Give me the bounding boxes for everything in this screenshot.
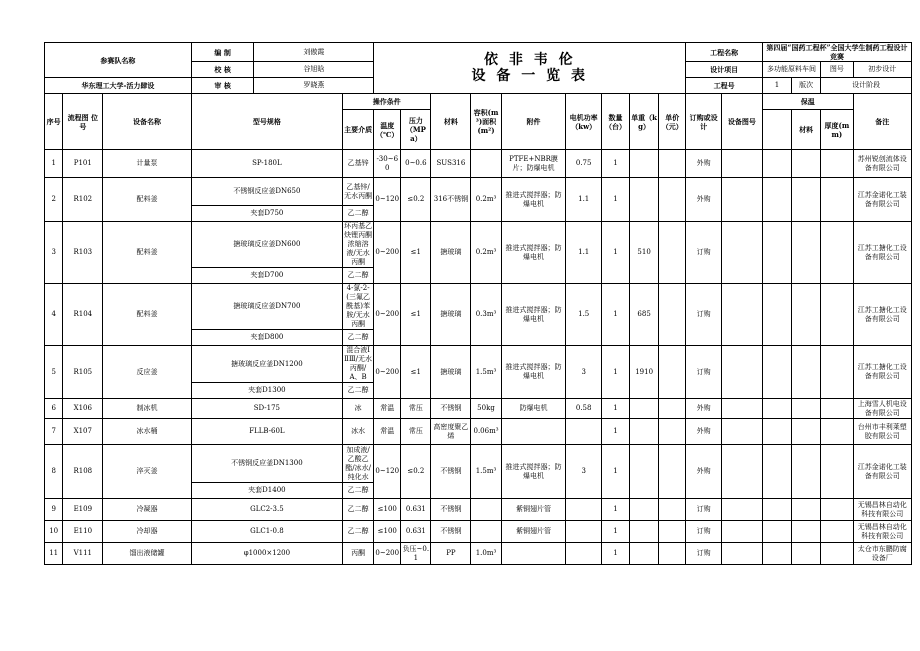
cell-material: 不锈钢 (431, 399, 471, 419)
cell-volume: 0.2m³ (471, 222, 501, 284)
cell-drawing (721, 521, 762, 543)
cell-model: 不锈钢反应釜DN1300 (191, 445, 342, 483)
cell-material: 316不锈钢 (431, 178, 471, 222)
cell-jacket-model: 夹套D700 (191, 268, 342, 284)
cell-tag: E110 (63, 521, 103, 543)
prepared-by: 刘傲霞 (254, 43, 374, 62)
cell-ins-material (792, 499, 821, 521)
cell-power (566, 419, 602, 445)
cell-temp: -30~60 (374, 150, 401, 178)
cell-ins-thickness (821, 419, 853, 445)
cell-medium: 4-氯-2-(三氟乙酰基)苯胺/无水丙酮 (342, 284, 373, 330)
cell-model: GLC1-0.8 (191, 521, 342, 543)
cell-accessory: 推进式搅拌器；防爆电机 (501, 222, 566, 284)
cell-ins-material (792, 521, 821, 543)
cell-weight (630, 521, 659, 543)
reviewed-by: 罗晓燕 (254, 78, 374, 94)
cell-remark: 江苏金诺化工装备有限公司 (853, 445, 911, 499)
cell-ins (762, 399, 791, 419)
cell-order: 订购 (686, 543, 722, 565)
table-row (45, 499, 912, 521)
cell-order: 外购 (686, 419, 722, 445)
cell-volume: 0.06m³ (471, 419, 501, 445)
team-name-label: 参赛队名称 (45, 43, 192, 78)
cell-seq: 1 (45, 150, 63, 178)
table-row (45, 445, 912, 483)
cell-price (659, 150, 686, 178)
project-no: 1 (762, 78, 791, 94)
cell-remark: 无锡昌林自动化科技有限公司 (853, 499, 911, 521)
cell-medium: 乙二醇 (342, 521, 373, 543)
cell-ins (762, 445, 791, 499)
table-row (45, 150, 912, 178)
cell-name: 配料釜 (103, 222, 192, 284)
cell-ins (762, 499, 791, 521)
cell-weight (630, 499, 659, 521)
cell-qty: 1 (601, 419, 629, 445)
cell-drawing (721, 445, 762, 499)
cell-ins-material (792, 284, 821, 346)
table-row (45, 284, 912, 330)
cell-price (659, 499, 686, 521)
cell-jacket-medium: 乙二醇 (342, 483, 373, 499)
cell-temp: 0~120 (374, 445, 401, 499)
design-item: 多功能原料车间 (762, 62, 820, 78)
cell-pressure: 负压~0.1 (401, 543, 431, 565)
cell-pressure: 0.631 (401, 521, 431, 543)
col-insulation: 保温 (762, 94, 853, 110)
cell-model: SP-180L (191, 150, 342, 178)
cell-ins-material (792, 150, 821, 178)
cell-medium: 加成液/乙酸乙酯/冰水/纯化水 (342, 445, 373, 483)
cell-seq: 6 (45, 399, 63, 419)
prepared-label: 编 制 (191, 43, 254, 62)
cell-seq: 8 (45, 445, 63, 499)
cell-qty: 1 (601, 399, 629, 419)
cell-accessory (501, 543, 566, 565)
col-material: 材料 (431, 94, 471, 150)
cell-remark: 太仓市东鹏防腐设备厂 (853, 543, 911, 565)
cell-model: 搪玻璃反应釜DN1200 (191, 346, 342, 383)
project-no-label: 工程号 (686, 78, 763, 94)
cell-drawing (721, 543, 762, 565)
cell-name: 计量泵 (103, 150, 192, 178)
cell-price (659, 521, 686, 543)
cell-ins (762, 419, 791, 445)
cell-power: 0.75 (566, 150, 602, 178)
cell-power (566, 543, 602, 565)
cell-tag: X106 (63, 399, 103, 419)
cell-drawing (721, 499, 762, 521)
cell-pressure: ≤0.2 (401, 178, 431, 222)
cell-weight (630, 419, 659, 445)
cell-temp: 0~200 (374, 222, 401, 284)
col-name: 设备名称 (103, 94, 192, 150)
cell-ins-thickness (821, 445, 853, 499)
cell-volume: 1.5m³ (471, 445, 501, 499)
cell-price (659, 419, 686, 445)
cell-pressure: 0~0.6 (401, 150, 431, 178)
table-row (45, 178, 912, 206)
cell-accessory: 紫铜翅片管 (501, 521, 566, 543)
cell-temp: ≤100 (374, 499, 401, 521)
project-name: 第四届“国药工程杯”全国大学生制药工程设计竞赛 (762, 43, 911, 62)
cell-price (659, 346, 686, 399)
cell-ins (762, 284, 791, 346)
cell-power: 1.1 (566, 222, 602, 284)
cell-accessory: 推进式搅拌器；防爆电机 (501, 346, 566, 399)
col-unit-weight: 单重（kg） (630, 94, 659, 150)
cell-ins (762, 521, 791, 543)
cell-tag: R108 (63, 445, 103, 499)
cell-tag: R104 (63, 284, 103, 346)
cell-model: 不锈钢反应釜DN650 (191, 178, 342, 206)
cell-drawing (721, 346, 762, 399)
cell-volume (471, 150, 501, 178)
cell-ins-thickness (821, 521, 853, 543)
cell-weight (630, 445, 659, 499)
cell-tag: X107 (63, 419, 103, 445)
cell-power: 0.58 (566, 399, 602, 419)
cell-jacket-medium: 乙二醇 (342, 268, 373, 284)
col-accessory: 附件 (501, 94, 566, 150)
cell-ins-material (792, 222, 821, 284)
cell-name: 冰水桶 (103, 419, 192, 445)
cell-drawing (721, 419, 762, 445)
cell-price (659, 543, 686, 565)
cell-temp: 0~200 (374, 346, 401, 399)
cell-order: 外购 (686, 445, 722, 499)
cell-ins-thickness (821, 399, 853, 419)
cell-power: 1.5 (566, 284, 602, 346)
cell-order: 订购 (686, 222, 722, 284)
cell-tag: E109 (63, 499, 103, 521)
cell-volume: 1.5m³ (471, 346, 501, 399)
col-unit-price: 单价（元） (659, 94, 686, 150)
title-line-1: 依 非 韦 伦 (483, 52, 576, 68)
col-flow-no: 流程图 位号 (63, 94, 103, 150)
cell-name: 冷却器 (103, 521, 192, 543)
col-ins-material: 材料 (792, 110, 821, 150)
cell-material: PP (431, 543, 471, 565)
cell-power (566, 521, 602, 543)
cell-pressure: ≤0.2 (401, 445, 431, 499)
cell-weight (630, 543, 659, 565)
cell-ins-material (792, 419, 821, 445)
cell-order: 订购 (686, 346, 722, 399)
cell-drawing (721, 284, 762, 346)
cell-temp: 常温 (374, 399, 401, 419)
col-qty: 数量（台） (601, 94, 629, 150)
cell-price (659, 178, 686, 222)
cell-accessory: 推进式搅拌器；防爆电机 (501, 284, 566, 346)
cell-ins-thickness (821, 346, 853, 399)
cell-pressure: ≤1 (401, 346, 431, 399)
cell-temp: ≤100 (374, 521, 401, 543)
cell-material: SUS316 (431, 150, 471, 178)
cell-seq: 2 (45, 178, 63, 222)
cell-tag: V111 (63, 543, 103, 565)
cell-price (659, 222, 686, 284)
cell-remark: 无锡昌林自动化科技有限公司 (853, 521, 911, 543)
col-volume: 容积(m³)面积(m²) (471, 94, 501, 150)
cell-price (659, 399, 686, 419)
cell-model: GLC2-3.5 (191, 499, 342, 521)
cell-weight (630, 150, 659, 178)
cell-price (659, 445, 686, 499)
cell-qty: 1 (601, 346, 629, 399)
cell-accessory: 推进式搅拌器；防爆电机 (501, 445, 566, 499)
cell-ins-material (792, 346, 821, 399)
cell-drawing (721, 222, 762, 284)
cell-volume (471, 499, 501, 521)
cell-volume (471, 521, 501, 543)
cell-model: 搪玻璃反应釜DN700 (191, 284, 342, 330)
cell-qty: 1 (601, 178, 629, 222)
cell-volume: 0.3m³ (471, 284, 501, 346)
col-temp: 温度（℃） (374, 110, 401, 150)
cell-seq: 3 (45, 222, 63, 284)
cell-ins (762, 150, 791, 178)
equipment-table (44, 42, 912, 565)
cell-remark: 江苏工搪化工设备有限公司 (853, 284, 911, 346)
title-line-2: 设 备 一 览 表 (471, 68, 589, 84)
drawing-no-label: 图号 (821, 62, 853, 78)
cell-remark: 江苏金诺化工装备有限公司 (853, 178, 911, 222)
table-row (45, 521, 912, 543)
cell-power: 3 (566, 445, 602, 499)
cell-medium: 环丙基乙炔锂丙酮浓缩溶液/无水丙酮 (344, 222, 373, 266)
cell-pressure: 0.631 (401, 499, 431, 521)
cell-ins-thickness (821, 284, 853, 346)
table-row (45, 543, 912, 565)
col-seq: 序号 (45, 94, 63, 150)
cell-jacket-medium: 乙二醇 (342, 330, 373, 346)
team-name: 华东理工大学-活力肆设 (45, 78, 192, 94)
cell-material: 不锈钢 (431, 521, 471, 543)
cell-name: 冷凝器 (103, 499, 192, 521)
cell-medium: 冰 (342, 399, 373, 419)
col-pressure: 压力（MPa） (401, 110, 431, 150)
cell-material: 不锈钢 (431, 499, 471, 521)
cell-medium: 乙基锌/无水丙酮 (342, 178, 373, 206)
cell-tag: R105 (63, 346, 103, 399)
cell-medium: 乙基锌 (342, 150, 373, 178)
checked-label: 校 核 (191, 62, 254, 78)
col-remark: 备注 (853, 94, 911, 150)
cell-material: 搪玻璃 (431, 284, 471, 346)
col-ins-blank (762, 110, 791, 150)
cell-qty: 1 (601, 521, 629, 543)
cell-weight: 1910 (630, 346, 659, 399)
cell-seq: 5 (45, 346, 63, 399)
cell-seq: 7 (45, 419, 63, 445)
cell-volume: 1.0m³ (471, 543, 501, 565)
cell-ins-thickness (821, 222, 853, 284)
cell-name: 配料釜 (103, 284, 192, 346)
cell-jacket-model: 夹套D750 (191, 206, 342, 222)
version-label: 版次 (792, 78, 821, 94)
col-model: 型号规格 (191, 94, 342, 150)
cell-qty: 1 (601, 445, 629, 499)
drawing-no: 初步设计 (853, 62, 911, 78)
cell-medium: 乙二醇 (342, 499, 373, 521)
project-name-label: 工程名称 (686, 43, 763, 62)
cell-name: 反应釜 (103, 346, 192, 399)
cell-model: φ1000×1200 (191, 543, 342, 565)
cell-drawing (721, 150, 762, 178)
col-medium: 主要介质 (342, 110, 373, 150)
cell-ins-material (792, 178, 821, 222)
cell-ins-thickness (821, 178, 853, 222)
cell-remark: 上海雪人机电设备有限公司 (853, 399, 911, 419)
cell-accessory: 防爆电机 (501, 399, 566, 419)
cell-temp: 0~120 (374, 178, 401, 222)
cell-ins-thickness (821, 150, 853, 178)
cell-pressure: 常压 (401, 419, 431, 445)
equipment-list-sheet (44, 42, 912, 565)
cell-order: 订购 (686, 499, 722, 521)
design-stage-label: 设计阶段 (821, 78, 912, 94)
cell-weight: 685 (630, 284, 659, 346)
cell-name: 配料釜 (103, 178, 192, 222)
cell-tag: R103 (63, 222, 103, 284)
cell-weight (630, 178, 659, 222)
cell-tag: R102 (63, 178, 103, 222)
cell-order: 订购 (686, 284, 722, 346)
cell-jacket-model: 夹套D1400 (191, 483, 342, 499)
cell-medium: 冰水 (342, 419, 373, 445)
design-item-label: 设计项目 (686, 62, 763, 78)
cell-qty: 1 (601, 543, 629, 565)
cell-power: 3 (566, 346, 602, 399)
cell-medium: 混合液ⅠⅡⅢ/无水丙酮/A、B (344, 346, 373, 381)
table-row (45, 419, 912, 445)
cell-medium: 丙酮 (342, 543, 373, 565)
cell-ins-thickness (821, 543, 853, 565)
cell-qty: 1 (601, 150, 629, 178)
table-row (45, 399, 912, 419)
cell-volume: 0.2m³ (471, 178, 501, 222)
col-drawing: 设备图号 (721, 94, 762, 150)
cell-ins (762, 222, 791, 284)
cell-jacket-medium: 乙二醇 (342, 206, 373, 222)
cell-order: 订购 (686, 521, 722, 543)
cell-model: SD-175 (191, 399, 342, 419)
cell-volume: 50kg (471, 399, 501, 419)
col-power: 电机功率（kw） (566, 94, 602, 150)
cell-power (566, 499, 602, 521)
cell-weight: 510 (630, 222, 659, 284)
cell-pressure: 常压 (401, 399, 431, 419)
cell-name: 淬灭釜 (103, 445, 192, 499)
col-op-conditions: 操作条件 (342, 94, 431, 110)
table-row (45, 346, 912, 383)
cell-power: 1.1 (566, 178, 602, 222)
col-purchase: 订购或设计 (686, 94, 722, 150)
table-row (45, 222, 912, 268)
cell-order: 外购 (686, 399, 722, 419)
cell-pressure: ≤1 (401, 222, 431, 284)
cell-jacket-model: 夹套D1300 (191, 383, 342, 399)
cell-qty: 1 (601, 284, 629, 346)
cell-temp: 0~200 (374, 543, 401, 565)
cell-weight (630, 399, 659, 419)
cell-price (659, 284, 686, 346)
cell-drawing (721, 178, 762, 222)
cell-accessory: PTFE+NBR膜片；防爆电机 (501, 150, 566, 178)
cell-drawing (721, 399, 762, 419)
cell-remark: 苏州锐创流体设备有限公司 (853, 150, 911, 178)
cell-seq: 11 (45, 543, 63, 565)
cell-order: 外购 (686, 178, 722, 222)
cell-pressure: ≤1 (401, 284, 431, 346)
cell-ins-thickness (821, 499, 853, 521)
checked-by: 谷旭晗 (254, 62, 374, 78)
cell-ins (762, 346, 791, 399)
reviewed-label: 审 核 (191, 78, 254, 94)
cell-remark: 台州市丰利莱塑胶有限公司 (853, 419, 911, 445)
cell-accessory (501, 419, 566, 445)
cell-temp: 常温 (374, 419, 401, 445)
cell-model: 搪玻璃反应釜DN600 (191, 222, 342, 268)
cell-ins (762, 178, 791, 222)
cell-seq: 4 (45, 284, 63, 346)
cell-material: 不锈钢 (431, 445, 471, 499)
cell-remark: 江苏工搪化工设备有限公司 (853, 222, 911, 284)
cell-qty: 1 (601, 499, 629, 521)
cell-model: FLLB-60L (191, 419, 342, 445)
cell-ins (762, 543, 791, 565)
cell-tag: P101 (63, 150, 103, 178)
cell-seq: 9 (45, 499, 63, 521)
cell-seq: 10 (45, 521, 63, 543)
cell-order: 外购 (686, 150, 722, 178)
cell-remark: 江苏工搪化工设备有限公司 (853, 346, 911, 399)
col-ins-thickness: 厚度(mm) (821, 110, 853, 150)
cell-name: 馏出液储罐 (103, 543, 192, 565)
cell-ins-material (792, 399, 821, 419)
cell-jacket-medium: 乙二醇 (342, 383, 373, 399)
cell-name: 制冰机 (103, 399, 192, 419)
cell-material: 搪玻璃 (431, 222, 471, 284)
cell-jacket-model: 夹套D800 (191, 330, 342, 346)
cell-material: 高密度聚乙烯 (431, 419, 471, 445)
cell-accessory: 紫铜翅片管 (501, 499, 566, 521)
cell-ins-material (792, 543, 821, 565)
cell-qty: 1 (601, 222, 629, 284)
cell-ins-material (792, 445, 821, 499)
sheet-title (374, 43, 686, 94)
cell-temp: 0~200 (374, 284, 401, 346)
cell-accessory: 推进式搅拌器；防爆电机 (501, 178, 566, 222)
cell-material: 搪玻璃 (431, 346, 471, 399)
